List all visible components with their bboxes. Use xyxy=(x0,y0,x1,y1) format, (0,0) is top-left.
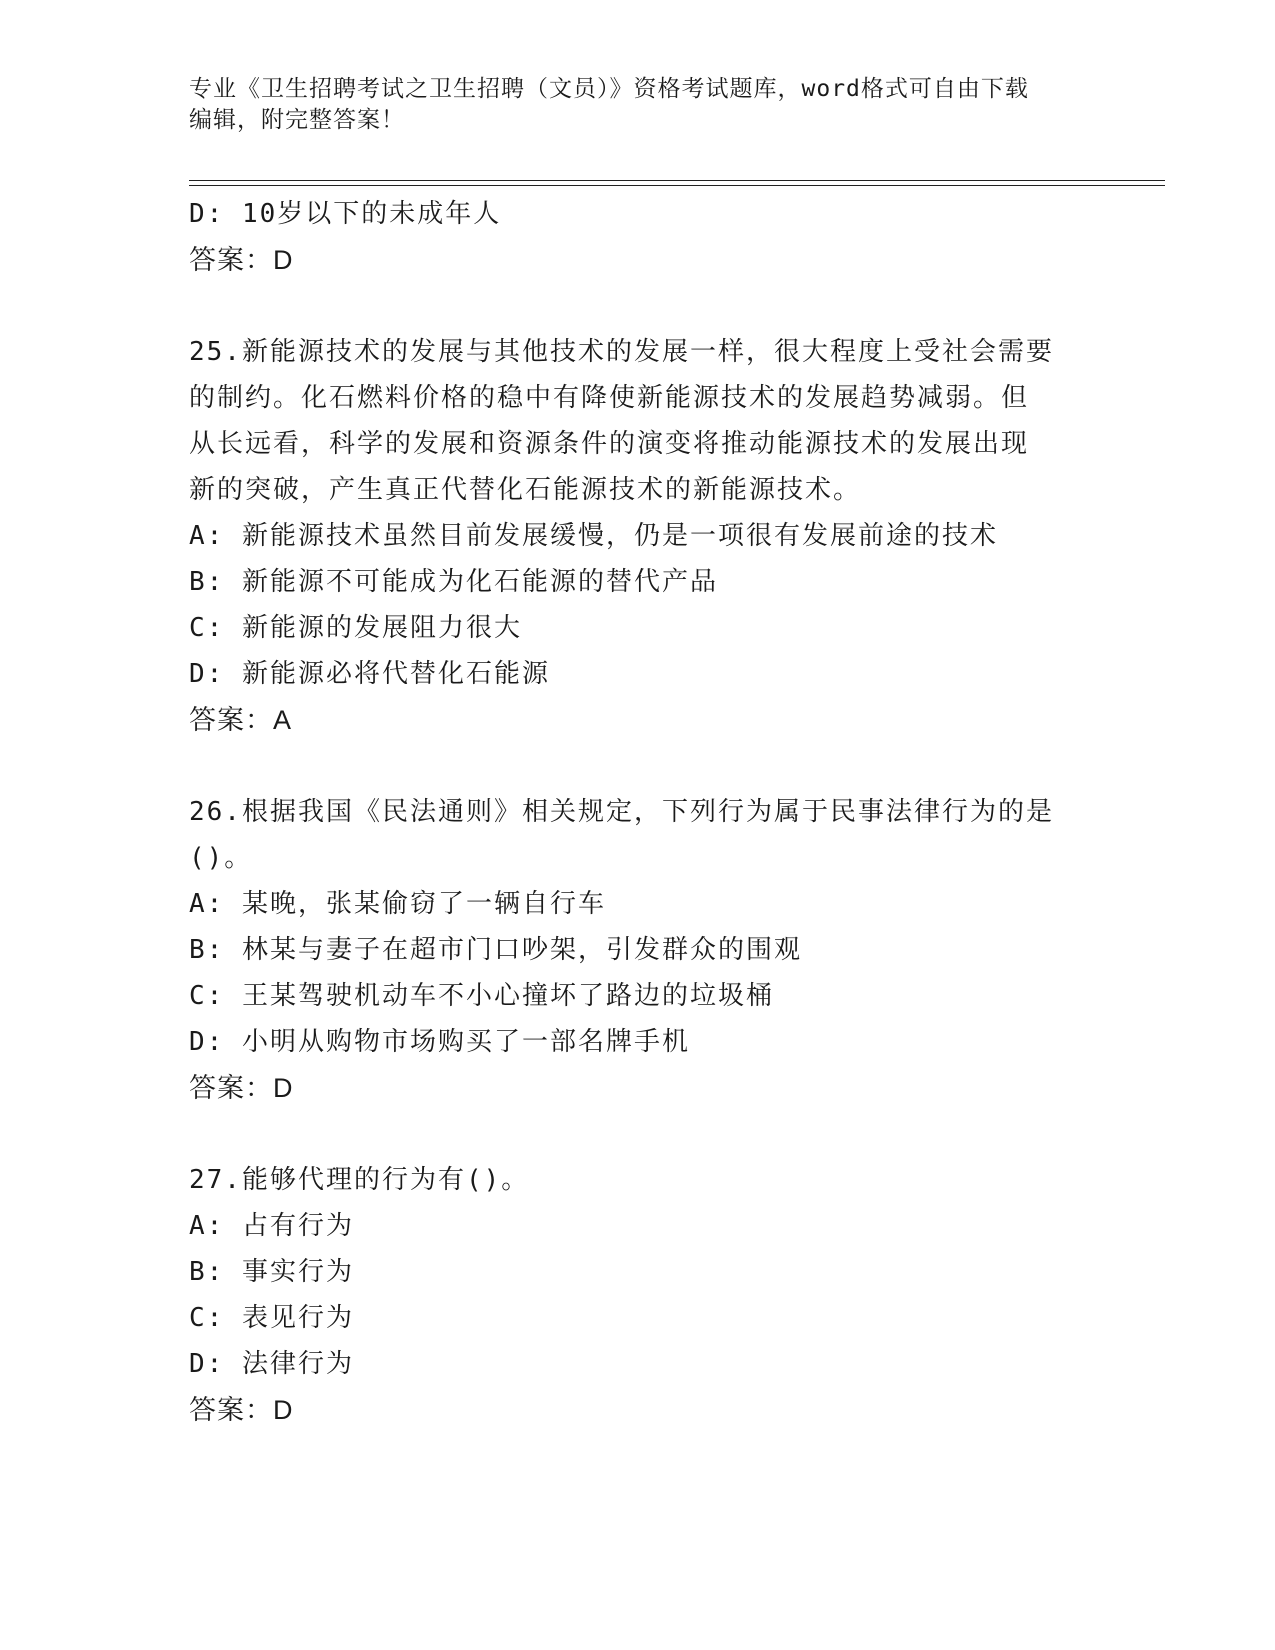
header-divider-top xyxy=(189,180,1165,181)
question-stem-line: 从长远看，科学的发展和资源条件的演变将推动能源技术的发展出现 xyxy=(189,429,1030,459)
question-stem-line: 26.根据我国《民法通则》相关规定，下列行为属于民事法律行为的是 xyxy=(189,797,1054,827)
answer-line: 答案：D xyxy=(189,245,294,275)
question-stem-line: 新的突破，产生真正代替化石能源技术的新能源技术。 xyxy=(189,475,862,505)
question-25 xyxy=(189,329,1089,743)
header-divider-bottom xyxy=(189,185,1165,186)
question-stem-line: 的制约。化石燃料价格的稳中有降使新能源技术的发展趋势减弱。但 xyxy=(189,383,1030,413)
header-text-line-1: 专业《卫生招聘考试之卫生招聘（文员）》资格考试题库，word格式可自由下载 xyxy=(189,76,1029,102)
option-a: A: 某晚，张某偷窃了一辆自行车 xyxy=(189,889,606,919)
option-a: A: 占有行为 xyxy=(189,1211,354,1241)
option-b: B: 新能源不可能成为化石能源的替代产品 xyxy=(189,567,718,597)
answer-line: 答案：A xyxy=(189,705,293,735)
question-stem-line: 27.能够代理的行为有()。 xyxy=(189,1165,530,1195)
question-stem xyxy=(189,329,1079,513)
option-c: C: 新能源的发展阻力很大 xyxy=(189,613,522,643)
answer-line: 答案：D xyxy=(189,1073,294,1103)
spacer xyxy=(189,1111,1089,1157)
question-27 xyxy=(189,1157,1089,1433)
question-stem xyxy=(189,1157,1079,1203)
document-header xyxy=(189,74,1089,136)
previous-question-tail xyxy=(189,191,1089,283)
option-d: D: 新能源必将代替化石能源 xyxy=(189,659,550,689)
question-stem-line: ()。 xyxy=(189,843,253,873)
question-stem-line: 25.新能源技术的发展与其他技术的发展一样，很大程度上受社会需要 xyxy=(189,337,1054,367)
option-b: B: 事实行为 xyxy=(189,1257,354,1287)
spacer xyxy=(189,743,1089,789)
document-body xyxy=(189,191,1089,1433)
option-c: C: 王某驾驶机动车不小心撞坏了路边的垃圾桶 xyxy=(189,981,774,1011)
option-a: A: 新能源技术虽然目前发展缓慢，仍是一项很有发展前途的技术 xyxy=(189,521,998,551)
question-26 xyxy=(189,789,1089,1111)
option-b: B: 林某与妻子在超市门口吵架，引发群众的围观 xyxy=(189,935,802,965)
option-d: D: 小明从购物市场购买了一部名牌手机 xyxy=(189,1027,690,1057)
header-text-line-2: 编辑，附完整答案！ xyxy=(189,107,405,133)
option-c: C: 表见行为 xyxy=(189,1303,354,1333)
spacer xyxy=(189,283,1089,329)
option-d: D: 10岁以下的未成年人 xyxy=(189,199,502,229)
option-d: D: 法律行为 xyxy=(189,1349,354,1379)
answer-line: 答案：D xyxy=(189,1395,294,1425)
question-stem xyxy=(189,789,1079,881)
